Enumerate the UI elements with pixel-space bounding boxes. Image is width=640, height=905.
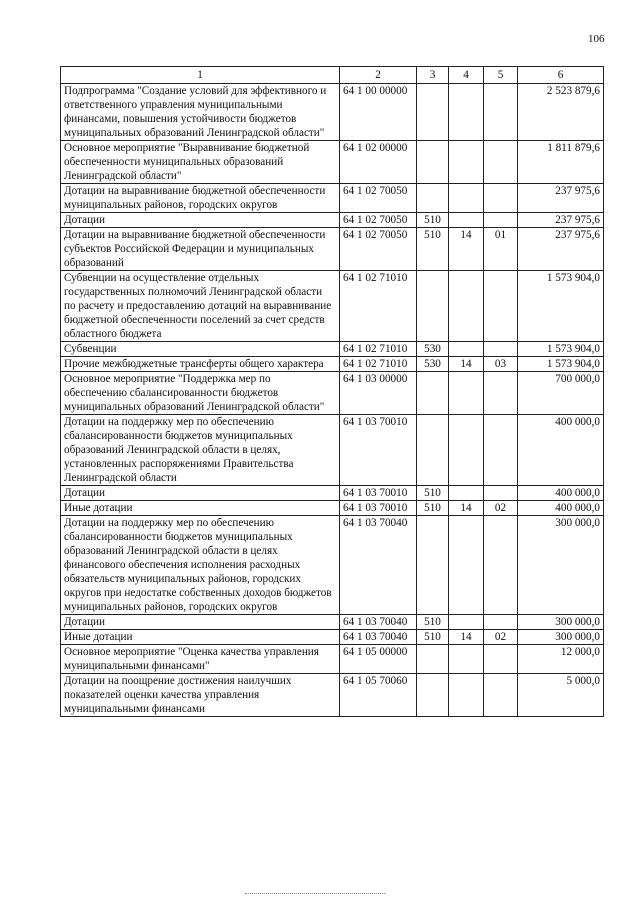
cell-pr [484, 415, 518, 486]
table-row [61, 357, 604, 372]
cell-sum: 1 811 879,6 [518, 141, 604, 184]
cell-name: Иные дотации [61, 630, 340, 645]
cell-rz: 14 [449, 501, 484, 516]
cell-pr: 01 [484, 228, 518, 271]
table-body [61, 84, 604, 717]
cell-vr: 530 [417, 342, 449, 357]
table-row [61, 501, 604, 516]
cell-pr [484, 141, 518, 184]
cell-pr [484, 342, 518, 357]
cell-rz [449, 271, 484, 342]
cell-rz [449, 141, 484, 184]
cell-vr: 510 [417, 630, 449, 645]
cell-name: Основное мероприятие "Поддержка мер по обеспечению сбалансированности бюджетов муниципальных образований Ленинградской области" [61, 372, 340, 415]
cell-rz [449, 213, 484, 228]
cell-pr [484, 372, 518, 415]
cell-name: Дотации [61, 615, 340, 630]
cell-name: Дотации [61, 486, 340, 501]
cell-name: Дотации на поддержку мер по обеспечению сбалансированности бюджетов муниципальных образований Ленинградской области в целях, установленных распоряжениями Правительства Ленинградской области [61, 415, 340, 486]
cell-pr [484, 271, 518, 342]
cell-name: Субвенции на осуществление отдельных государственных полномочий Ленинградской области по расчету и предоставлению дотаций на выравнивание бюджетной обеспеченности поселений за счет средств областного бюджета [61, 271, 340, 342]
cell-rz [449, 342, 484, 357]
scan-artifact-line [245, 893, 385, 895]
cell-code: 64 1 03 70010 [340, 415, 417, 486]
cell-name: Дотации на выравнивание бюджетной обеспеченности субъектов Российской Федерации и муниципальных образований [61, 228, 340, 271]
cell-code: 64 1 00 00000 [340, 84, 417, 141]
cell-sum: 12 000,0 [518, 645, 604, 674]
cell-code: 64 1 03 70010 [340, 486, 417, 501]
cell-pr [484, 486, 518, 501]
cell-sum: 1 573 904,0 [518, 342, 604, 357]
table-row [61, 645, 604, 674]
table-row [61, 372, 604, 415]
table-row [61, 84, 604, 141]
budget-table [60, 66, 604, 717]
cell-pr [484, 84, 518, 141]
cell-rz [449, 645, 484, 674]
cell-code: 64 1 03 70040 [340, 516, 417, 615]
cell-rz [449, 615, 484, 630]
cell-name: Субвенции [61, 342, 340, 357]
cell-code: 64 1 02 70050 [340, 213, 417, 228]
cell-sum: 237 975,6 [518, 184, 604, 213]
table-row [61, 342, 604, 357]
cell-vr [417, 84, 449, 141]
table-row [61, 674, 604, 717]
table-row [61, 271, 604, 342]
cell-rz: 14 [449, 228, 484, 271]
cell-pr [484, 674, 518, 717]
table-row [61, 630, 604, 645]
cell-sum: 400 000,0 [518, 501, 604, 516]
cell-sum: 400 000,0 [518, 486, 604, 501]
cell-pr [484, 184, 518, 213]
table-header-row [61, 67, 604, 84]
header-col-6: 6 [518, 67, 604, 84]
cell-code: 64 1 02 71010 [340, 271, 417, 342]
cell-sum: 2 523 879,6 [518, 84, 604, 141]
cell-code: 64 1 05 00000 [340, 645, 417, 674]
header-col-3: 3 [417, 67, 449, 84]
cell-code: 64 1 03 00000 [340, 372, 417, 415]
cell-code: 64 1 03 70040 [340, 630, 417, 645]
cell-vr: 510 [417, 615, 449, 630]
cell-sum: 5 000,0 [518, 674, 604, 717]
cell-sum: 400 000,0 [518, 415, 604, 486]
cell-sum: 237 975,6 [518, 213, 604, 228]
cell-rz: 14 [449, 630, 484, 645]
cell-name: Основное мероприятие "Оценка качества управления муниципальными финансами" [61, 645, 340, 674]
table-row [61, 228, 604, 271]
header-col-2: 2 [340, 67, 417, 84]
cell-name: Дотации на поощрение достижения наилучших показателей оценки качества управления муниципальными финансами [61, 674, 340, 717]
cell-sum: 700 000,0 [518, 372, 604, 415]
header-col-4: 4 [449, 67, 484, 84]
cell-rz [449, 184, 484, 213]
cell-sum: 1 573 904,0 [518, 271, 604, 342]
cell-name: Подпрограмма "Создание условий для эффективного и ответственного управления муниципальными финансами, повышения устойчивости бюджетов муниципальных образований Ленинградской области" [61, 84, 340, 141]
cell-code: 64 1 02 71010 [340, 342, 417, 357]
cell-rz [449, 84, 484, 141]
cell-pr [484, 516, 518, 615]
table-row [61, 213, 604, 228]
cell-rz [449, 372, 484, 415]
cell-name: Иные дотации [61, 501, 340, 516]
cell-code: 64 1 03 70040 [340, 615, 417, 630]
cell-sum: 237 975,6 [518, 228, 604, 271]
cell-vr: 510 [417, 501, 449, 516]
cell-vr: 530 [417, 357, 449, 372]
header-col-1: 1 [61, 67, 340, 84]
cell-code: 64 1 02 70050 [340, 228, 417, 271]
cell-name: Дотации [61, 213, 340, 228]
cell-rz [449, 486, 484, 501]
page-number: 106 [588, 33, 605, 45]
cell-vr [417, 645, 449, 674]
header-col-5: 5 [484, 67, 518, 84]
cell-vr [417, 415, 449, 486]
table-row [61, 486, 604, 501]
cell-pr [484, 645, 518, 674]
cell-pr: 02 [484, 630, 518, 645]
cell-name: Прочие межбюджетные трансферты общего характера [61, 357, 340, 372]
table-row [61, 615, 604, 630]
cell-vr [417, 372, 449, 415]
cell-pr [484, 615, 518, 630]
cell-name: Основное мероприятие "Выравнивание бюджетной обеспеченности муниципальных образований Ленинградской области" [61, 141, 340, 184]
cell-vr [417, 674, 449, 717]
cell-pr [484, 213, 518, 228]
cell-code: 64 1 02 71010 [340, 357, 417, 372]
cell-rz [449, 674, 484, 717]
table-row [61, 184, 604, 213]
cell-sum: 300 000,0 [518, 516, 604, 615]
cell-vr [417, 271, 449, 342]
cell-code: 64 1 02 00000 [340, 141, 417, 184]
table-row [61, 415, 604, 486]
cell-vr [417, 141, 449, 184]
cell-rz: 14 [449, 357, 484, 372]
cell-name: Дотации на выравнивание бюджетной обеспеченности муниципальных районов, городских округов [61, 184, 340, 213]
table-row [61, 141, 604, 184]
cell-vr: 510 [417, 486, 449, 501]
cell-vr: 510 [417, 213, 449, 228]
cell-rz [449, 516, 484, 615]
cell-pr: 02 [484, 501, 518, 516]
cell-name: Дотации на поддержку мер по обеспечению сбалансированности бюджетов муниципальных образований Ленинградской области в целях финансового обеспечения исполнения расходных обязательств муниципальных районов, городских округов при недостатке собственных доходов бюджетов муниципальных районов, городских округов [61, 516, 340, 615]
cell-code: 64 1 05 70060 [340, 674, 417, 717]
cell-sum: 300 000,0 [518, 615, 604, 630]
cell-code: 64 1 03 70010 [340, 501, 417, 516]
cell-vr [417, 184, 449, 213]
cell-rz [449, 415, 484, 486]
cell-pr: 03 [484, 357, 518, 372]
cell-vr [417, 516, 449, 615]
table-row [61, 516, 604, 615]
cell-sum: 1 573 904,0 [518, 357, 604, 372]
cell-code: 64 1 02 70050 [340, 184, 417, 213]
cell-sum: 300 000,0 [518, 630, 604, 645]
cell-vr: 510 [417, 228, 449, 271]
